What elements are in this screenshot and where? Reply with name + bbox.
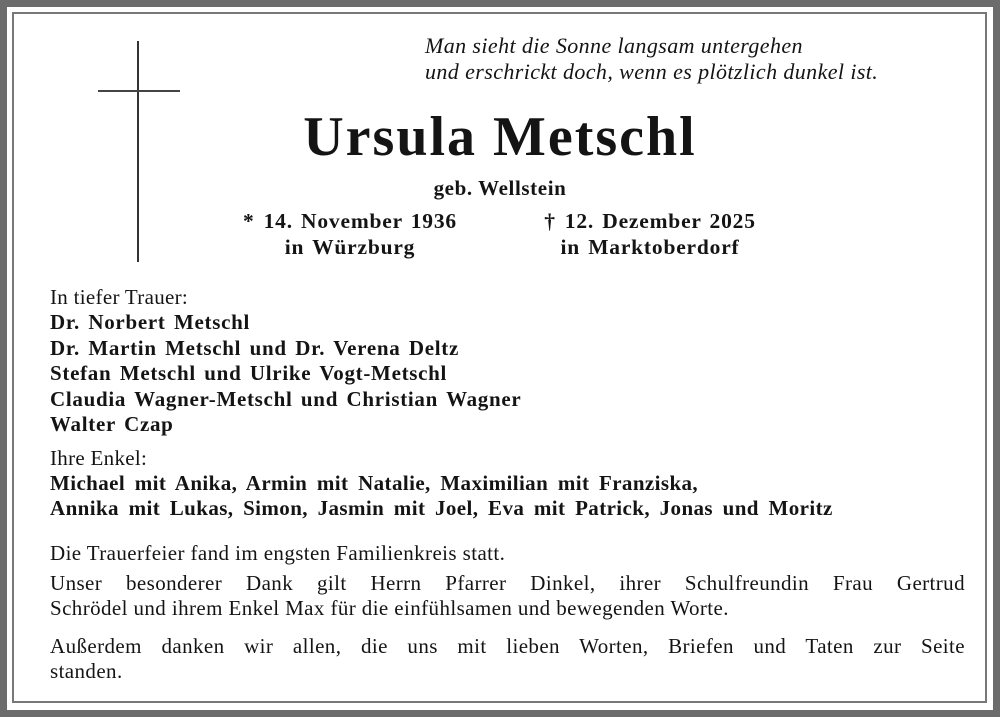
birth-date-line [190, 208, 510, 234]
grandchildren-line: Annika mit Lukas, Simon, Jasmin mit Joel, Eva mit Patrick, Jonas und Moritz [50, 496, 833, 521]
dagger-symbol: † [544, 209, 556, 233]
thanks-line-2: Schrödel und ihrem Enkel Max für die einfühlsamen und bewegenden Worte. [50, 596, 729, 621]
mourner-name: Claudia Wagner-Metschl und Christian Wagner [50, 386, 522, 411]
born-star-symbol: * [243, 209, 255, 233]
mourner-name: Dr. Martin Metschl und Dr. Verena Deltz [50, 335, 460, 360]
additional-thanks-line-1: Außerdem danken wir allen, die uns mit lieben Worten, Briefen und Taten zur Seite [50, 634, 965, 658]
funeral-text: Die Trauerfeier fand im engsten Familienkreis statt. [50, 541, 506, 565]
grandchildren-line: Michael mit Anika, Armin mit Natalie, Maximilian mit Franziska, [50, 471, 699, 496]
additional-thanks-paragraph [50, 634, 965, 685]
grandchildren-intro: Ihre Enkel: [50, 446, 148, 470]
maiden-name: geb. Wellstein [433, 176, 567, 200]
thanks-paragraph [50, 571, 965, 622]
death-info [490, 208, 810, 260]
death-place: in Marktoberdorf [560, 235, 740, 259]
birth-place: in Würzburg [284, 235, 416, 259]
additional-thanks-line-2: standen. [50, 659, 123, 684]
birth-info [190, 208, 510, 260]
epigraph-line-2: und erschrickt doch, wenn es plötzlich dunkel ist. [425, 59, 879, 84]
birth-date: 14. November 1936 [263, 209, 457, 233]
mourner-name: Walter Czap [50, 412, 174, 437]
epigraph [425, 33, 878, 85]
deceased-name: Ursula Metschl [303, 106, 697, 168]
death-date: 12. Dezember 2025 [564, 209, 756, 233]
grandchildren-section [50, 446, 965, 522]
funeral-paragraph [50, 541, 965, 566]
epigraph-line-1: Man sieht die Sonne langsam untergehen [425, 33, 803, 58]
death-date-line [490, 208, 810, 234]
mourners-section [50, 285, 965, 437]
mourner-name: Stefan Metschl und Ulrike Vogt-Metschl [50, 361, 448, 386]
mourner-name: Dr. Norbert Metschl [50, 310, 251, 335]
mourners-intro: In tiefer Trauer: [50, 285, 189, 309]
thanks-line-1: Unser besonderer Dank gilt Herrn Pfarrer Dinkel, ihrer Schulfreundin Frau Gertrud [50, 571, 965, 595]
cross-horizontal-bar [98, 90, 180, 92]
